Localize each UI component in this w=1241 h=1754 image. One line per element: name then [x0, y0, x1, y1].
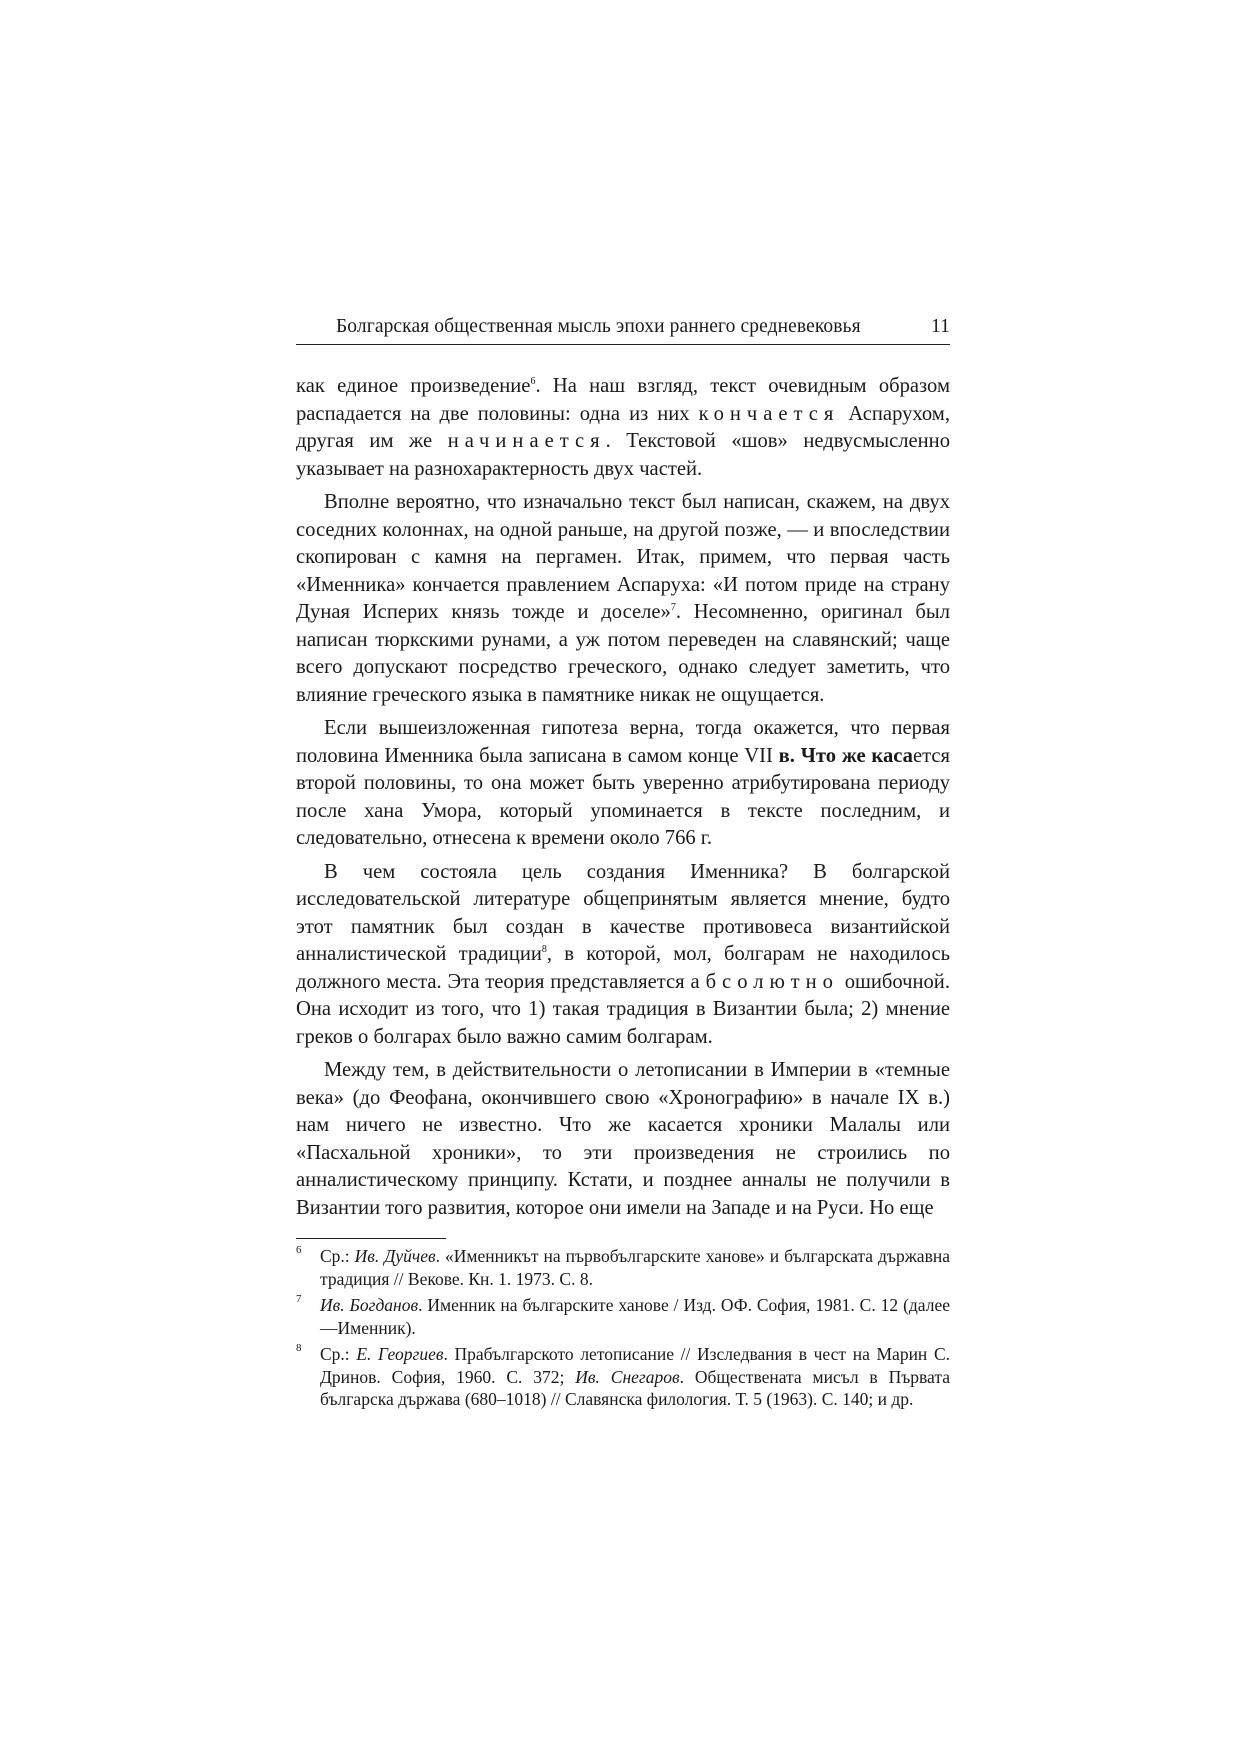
- text-run: . На наш взгляд, текст очевидным образом распадается на две половины: одна из них: [296, 375, 950, 425]
- footnote-number: 8: [296, 1342, 302, 1354]
- spaced-word: начинается: [447, 430, 606, 452]
- footnote-6: [296, 1245, 950, 1290]
- main-text: [296, 373, 950, 1222]
- text-run: , в которой, мол, болгарам не находилось должного места. Эта теория представляется: [296, 943, 950, 993]
- text-run: . Именник на българските ханове / Изд. ОФ. София, 1981. С. 12 (далее —Именник).: [320, 1295, 951, 1338]
- text-run: Если вышеизложенная гипотеза верна, тогда окажется, что первая половина Именника была записана в самом конце VII: [296, 717, 950, 767]
- footnote-number: 6: [296, 1244, 302, 1256]
- footnote-author: Ив. Дуйчев: [354, 1246, 436, 1266]
- text-run: . Несомненно, оригинал был написан тюркскими рунами, а уж потом переведен на славянский; чаще всего допускают посредство греческого, однако следует заметить, что влияние греческого языка в памятнике никак не ощущается.: [296, 601, 950, 706]
- footnote-separator: [296, 1238, 446, 1239]
- spaced-word: абсолютно: [690, 970, 839, 993]
- page-number: 11: [931, 316, 950, 337]
- footnote-author: Ив. Снегаров: [575, 1366, 680, 1387]
- paragraph-1: [296, 373, 950, 483]
- footnote-ref-6[interactable]: 6: [530, 376, 536, 387]
- text-run: Вполне вероятно, что изначально текст был написан, скажем, на двух соседних колоннах, на одной раньше, на другой позже, — и впоследствии скопирован с камня на пергамен. Итак, примем, что первая часть «Именника» кончается правлением Аспаруха: «И потом приде на страну Дуная Исперих князь тожде и доселе»: [296, 491, 950, 623]
- text-run: Аспарухом, другая им же: [296, 402, 950, 452]
- text-run: В чем состояла цель создания Именника? В болгарской исследовательской литературе общепринятым является мнение, будто этот памятник был создан в качестве противовеса византийской анналистической традиции: [296, 860, 950, 965]
- paragraph-4: [296, 859, 950, 1052]
- text-run: . «Именникът на първобългарските ханове» и българската държавна традиция // Векове. Кн. 1. 1973. С. 8.: [320, 1246, 950, 1289]
- text-run: . Обществената мисъл в Първата българска държава (680–1018) // Славянска филология. Т. 5 (1963). С. 140; и др.: [320, 1366, 950, 1409]
- footnote-7: [296, 1294, 950, 1339]
- footnote-8: [296, 1343, 950, 1411]
- footnotes: [296, 1245, 950, 1411]
- text-run: Между тем, в действительности о летописании в Империи в «темные века» (до Феофана, окончившего свою «Хронографию» в начале IX в.) нам ничего не известно. Что же касается хроники Малалы или «Пасхальной хроники», то эти произведения не строились по анналистическому принципу. Кстати, и позднее анналы не получили в Византии того развития, которое они имели на Западе и на Руси. Но еще: [296, 1059, 950, 1219]
- paragraph-2: [296, 489, 950, 709]
- text-run: как единое произведение: [296, 375, 531, 397]
- running-header: [296, 316, 950, 345]
- footnote-ref-8[interactable]: 8: [541, 944, 547, 955]
- footnote-author: Ив. Богданов: [320, 1295, 419, 1315]
- text-run: . Текстовой «шов» недвусмысленно указывает на разнохарактерность двух частей.: [296, 430, 950, 480]
- paragraph-5: [296, 1057, 950, 1222]
- text-run: Ср.:: [320, 1344, 357, 1364]
- footnote-author: Е. Георгиев: [356, 1344, 444, 1364]
- spaced-word: кончается: [698, 402, 840, 425]
- text-run: ется второй половины, то она может быть уверенно атрибутирована периоду после хана Умора, который упоминается в тексте последним, и следовательно, отнесена к времени около 766 г.: [296, 744, 950, 849]
- running-title: Болгарская общественная мысль эпохи раннего средневековья: [336, 316, 861, 337]
- paragraph-3: [296, 715, 950, 853]
- text-run: Ср.:: [320, 1246, 355, 1266]
- text-run: . Прабългарското летописание // Изследвания в чест на Марин С. Дринов. София, 1960. С. 372;: [320, 1344, 951, 1387]
- text-run: ошибочной. Она исходит из того, что 1) такая традиция в Византии была; 2) мнение греков о болгарах было важно самим болгарам.: [296, 970, 950, 1048]
- footnote-ref-7[interactable]: 7: [670, 602, 676, 613]
- footnote-number: 7: [296, 1293, 302, 1305]
- book-page: [296, 316, 950, 1415]
- bold-text-run: в. Что же каса: [778, 744, 913, 767]
